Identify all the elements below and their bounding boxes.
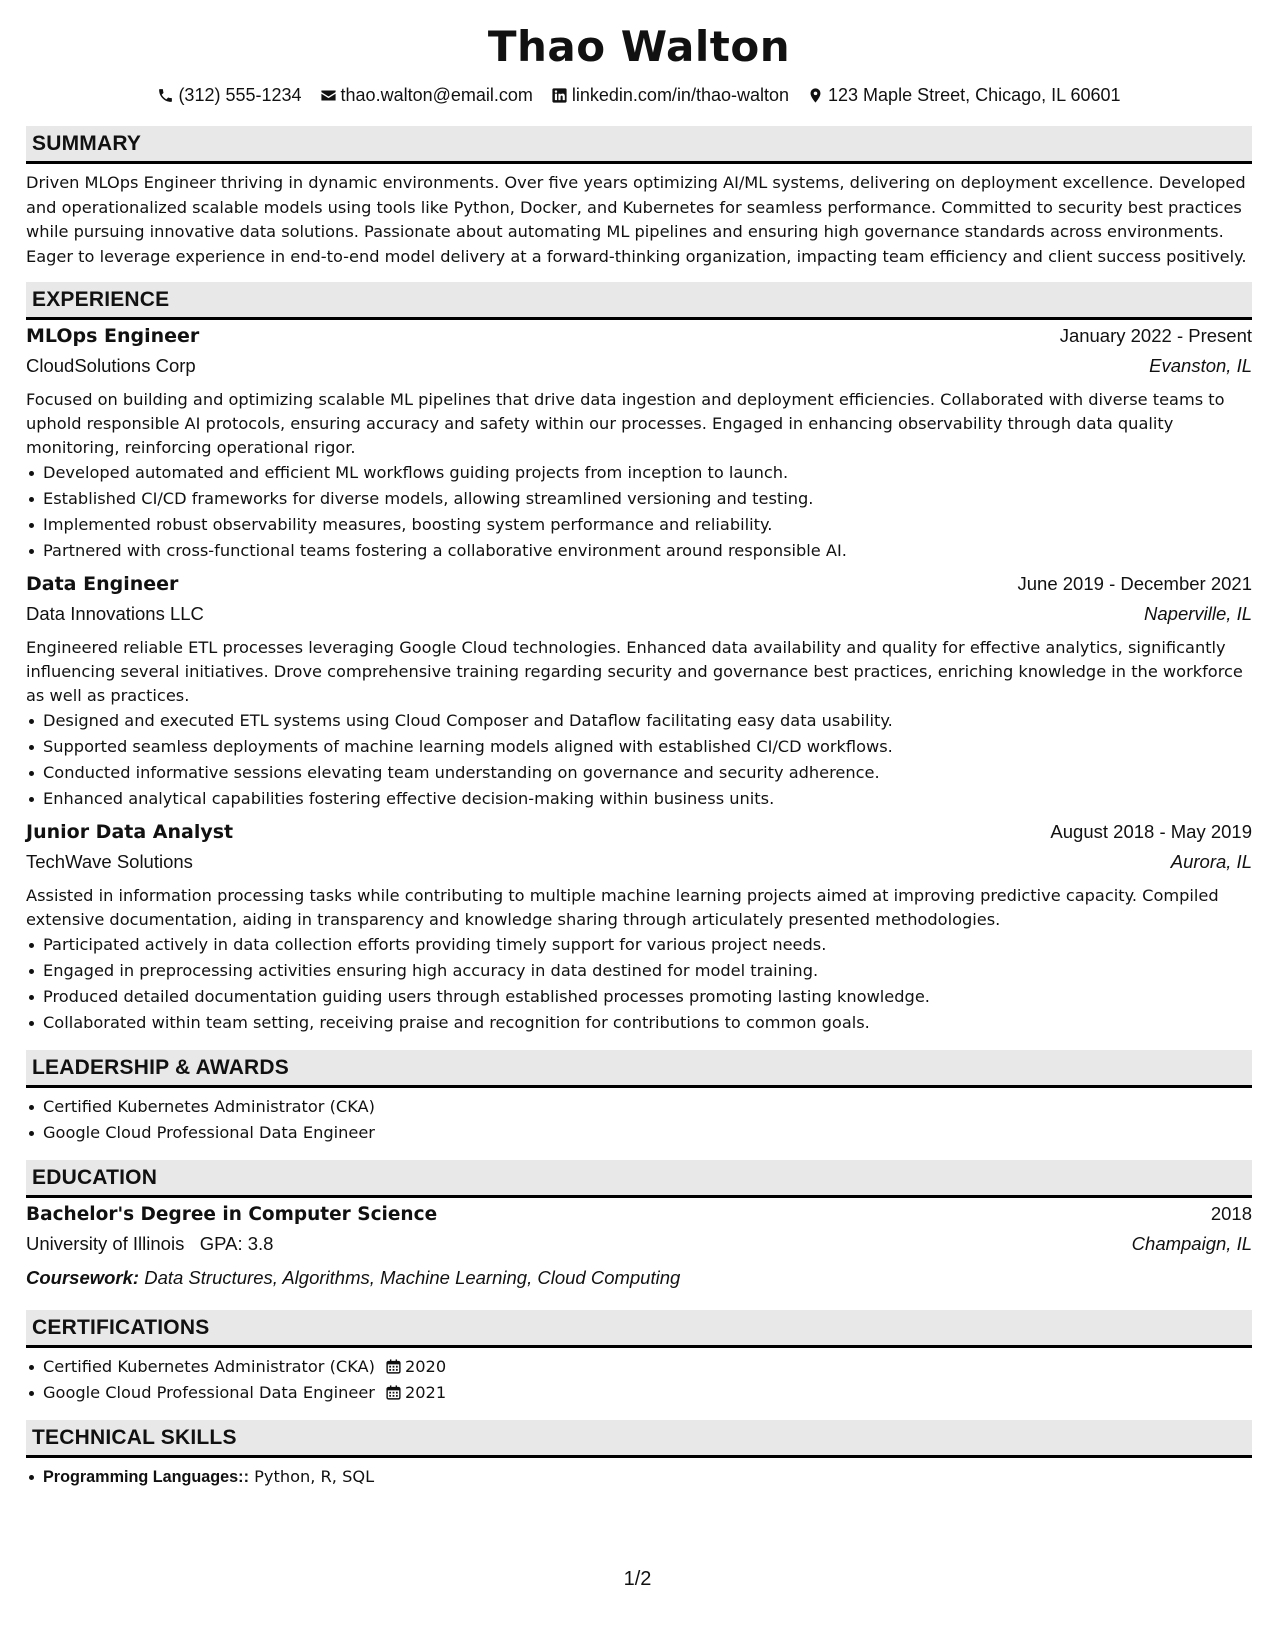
list-item: Partnered with cross-functional teams fostering a collaborative environment around responsible AI. — [26, 538, 1252, 564]
contact-phone — [157, 85, 301, 106]
coursework-label: Coursework: — [26, 1267, 140, 1289]
envelope-icon — [320, 87, 337, 104]
map-pin-icon — [807, 87, 824, 104]
job-bullets — [26, 460, 1252, 564]
job-entry — [26, 325, 1252, 564]
list-item: Enhanced analytical capabilities fostering effective decision-making within business units. — [26, 786, 1252, 812]
list-item: Supported seamless deployments of machine learning models aligned with established CI/CD workflows. — [26, 734, 1252, 760]
job-description: Engineered reliable ETL processes leveraging Google Cloud technologies. Enhanced data availability and quality for effective analytics, significantly influencing several initiatives. Drove comprehensive training regarding security and governance best practices, enriching knowledge in the workforce as well as practices. — [26, 638, 1243, 706]
contact-bar — [26, 83, 1252, 107]
list-item: Established CI/CD frameworks for diverse models, allowing streamlined versioning and testing. — [26, 486, 1252, 512]
contact-linkedin — [551, 85, 789, 106]
school-location: Champaign, IL — [1131, 1233, 1252, 1255]
linkedin-icon — [551, 87, 568, 104]
resume-page — [26, 0, 1252, 1490]
phone-text: (312) 555-1234 — [178, 84, 302, 105]
list-item: Implemented robust observability measures, boosting system performance and reliability. — [26, 512, 1252, 538]
calendar-icon — [385, 1384, 402, 1401]
school-name: University of Illinois — [26, 1233, 185, 1255]
leadership-list — [26, 1094, 1252, 1146]
list-item: Produced detailed documentation guiding users through established processes promoting lasting knowledge. — [26, 984, 1252, 1010]
job-entry — [26, 573, 1252, 812]
job-bullets — [26, 932, 1252, 1036]
cert-name: Google Cloud Professional Data Engineer — [43, 1383, 375, 1403]
company-name: TechWave Solutions — [26, 851, 193, 873]
address-text: 123 Maple Street, Chicago, IL 60601 — [828, 84, 1121, 105]
job-location: Aurora, IL — [1170, 851, 1252, 873]
job-title: MLOps Engineer — [26, 325, 200, 348]
list-item — [26, 1354, 1252, 1380]
list-item — [26, 1380, 1252, 1406]
candidate-name: Thao Walton — [487, 22, 791, 71]
job-dates: June 2019 - December 2021 — [1017, 573, 1252, 595]
list-item: Designed and executed ETL systems using Cloud Composer and Dataflow facilitating easy data usability. — [26, 708, 1252, 734]
list-item — [26, 1464, 1252, 1490]
list-item: Engaged in preprocessing activities ensuring high accuracy in data destined for model training. — [26, 958, 1252, 984]
gpa: GPA: 3.8 — [199, 1233, 274, 1255]
linkedin-text: linkedin.com/in/thao-walton — [571, 84, 790, 105]
contact-address — [807, 85, 1121, 106]
job-location: Naperville, IL — [1144, 603, 1252, 625]
skill-value: Python, R, SQL — [254, 1467, 375, 1487]
job-dates: January 2022 - Present — [1059, 325, 1252, 347]
contact-email — [320, 85, 533, 106]
job-bullets — [26, 708, 1252, 812]
coursework-line — [26, 1263, 1252, 1293]
job-description: Focused on building and optimizing scalable ML pipelines that drive data ingestion and deployment efficiencies. Collaborated with diverse teams to uphold responsible AI protocols, ensuring accuracy and safety within our processes. Engaged in enhancing observability through data quality monitoring, reinforcing operational rigor. — [26, 390, 1225, 458]
list-item: Developed automated and efficient ML workflows guiding projects from inception to launch. — [26, 460, 1252, 486]
list-item: Conducted informative sessions elevating team understanding on governance and security adherence. — [26, 760, 1252, 786]
cert-name: Certified Kubernetes Administrator (CKA) — [43, 1357, 375, 1377]
skill-label: Programming Languages:: — [43, 1468, 249, 1487]
degree: Bachelor's Degree in Computer Science — [26, 1204, 438, 1226]
cert-year: 2020 — [404, 1357, 447, 1377]
job-title: Junior Data Analyst — [26, 821, 234, 844]
page-number: 1/2 — [623, 1568, 652, 1590]
section-heading-summary: SUMMARY — [26, 126, 1252, 164]
section-heading-experience: EXPERIENCE — [26, 282, 1252, 320]
email-text: thao.walton@email.com — [340, 84, 533, 105]
summary-text: Driven MLOps Engineer thriving in dynamic environments. Over five years optimizing AI/ML systems, delivering on deployment excellence. Developed and operationalized scalable models using tools like Python, Docker, and Kubernetes for seamless performance. Committed to security best practices while pursuing innovative data solutions. Passionate about automating ML pipelines and ensuring high governance standards across environments. Eager to leverage experience in end-to-end model delivery at a forward-thinking organization, impacting team efficiency and client success positively. — [26, 173, 1247, 266]
phone-icon — [157, 87, 174, 104]
section-heading-skills: TECHNICAL SKILLS — [26, 1420, 1252, 1458]
cert-year: 2021 — [404, 1383, 447, 1403]
education-entry — [26, 1203, 1252, 1293]
calendar-icon — [385, 1358, 402, 1375]
section-heading-leadership: LEADERSHIP & AWARDS — [26, 1050, 1252, 1088]
section-heading-certifications: CERTIFICATIONS — [26, 1310, 1252, 1348]
company-name: CloudSolutions Corp — [26, 355, 196, 377]
list-item: Certified Kubernetes Administrator (CKA) — [26, 1094, 1252, 1120]
company-name: Data Innovations LLC — [26, 603, 204, 625]
list-item: Participated actively in data collection efforts providing timely support for various project needs. — [26, 932, 1252, 958]
job-description: Assisted in information processing tasks while contributing to multiple machine learning projects aimed at improving predictive capacity. Compiled extensive documentation, aiding in transparency and knowledge sharing through articulately presented methodologies. — [26, 886, 1219, 930]
list-item: Google Cloud Professional Data Engineer — [26, 1120, 1252, 1146]
skills-list — [26, 1464, 1252, 1490]
job-title: Data Engineer — [26, 573, 179, 596]
list-item: Collaborated within team setting, receiving praise and recognition for contributions to common goals. — [26, 1010, 1252, 1036]
job-dates: August 2018 - May 2019 — [1050, 821, 1252, 843]
school-line — [26, 1233, 273, 1255]
job-entry — [26, 821, 1252, 1036]
coursework-list: Data Structures, Algorithms, Machine Learning, Cloud Computing — [144, 1267, 681, 1289]
certifications-list — [26, 1354, 1252, 1406]
section-heading-education: EDUCATION — [26, 1160, 1252, 1198]
graduation-year: 2018 — [1210, 1203, 1252, 1225]
job-location: Evanston, IL — [1149, 355, 1252, 377]
